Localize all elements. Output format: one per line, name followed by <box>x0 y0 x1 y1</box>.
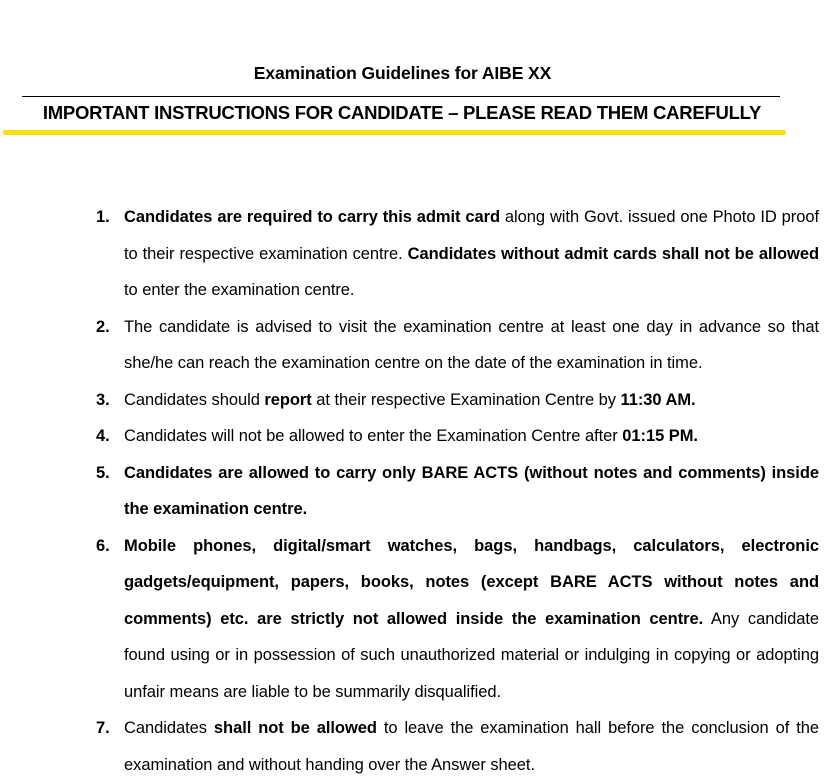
instruction-number: 2. <box>96 317 110 336</box>
instruction-item <box>40 199 837 309</box>
instruction-item <box>40 528 837 711</box>
instruction-item <box>40 455 837 528</box>
instruction-text-plain: Candidates should <box>124 390 265 409</box>
document-subtitle: IMPORTANT INSTRUCTIONS FOR CANDIDATE – PLEASE READ THEM CAREFULLY <box>42 102 762 123</box>
instruction-text <box>124 528 819 711</box>
instruction-number: 3. <box>96 390 110 409</box>
instruction-text <box>124 455 819 528</box>
instruction-number: 1. <box>96 208 110 226</box>
instruction-text-emphasis: Candidates are required to carry this admit card <box>124 208 501 226</box>
instruction-text-plain: Candidates <box>124 719 214 737</box>
instructions-list <box>0 199 837 783</box>
instruction-number: 5. <box>96 463 110 482</box>
instruction-text <box>124 309 819 382</box>
instruction-text-emphasis: Candidates are allowed to carry only BARE ACTS (without notes and comments) inside the examination centre. <box>124 463 819 518</box>
instruction-text-plain: to leave the examination hall before the conclusion of the examination and without handing over the Answer sheet. <box>124 719 819 774</box>
accent-underline-bar <box>3 130 786 135</box>
instruction-text-emphasis: Candidates without admit cards shall not be allowed <box>407 244 819 263</box>
instruction-text <box>124 418 819 455</box>
instruction-text <box>124 710 819 783</box>
instruction-text-emphasis: Mobile phones, digital/smart watches, bags, handbags, calculators, electronic gadgets/equipment, papers, books, notes (except BARE ACTS without notes and comments) etc. are strictly not allowed inside the examination centre. <box>124 536 819 628</box>
instruction-text-emphasis: shall not be allowed <box>213 719 377 737</box>
instruction-item <box>40 710 837 783</box>
instruction-text-plain: Candidates will not be allowed to enter the Examination Centre after <box>124 427 623 445</box>
instruction-text-plain: along with Govt. issued one Photo ID proof to their respective examination centre. <box>124 208 820 263</box>
instruction-text-emphasis: report <box>264 390 312 409</box>
instruction-text-plain: Any candidate found using or in possession of such unauthorized material or indulging in copying or adopting unfair means are liable to be summarily disqualified. <box>124 609 819 701</box>
instruction-text-plain: at their respective Examination Centre by <box>311 390 621 409</box>
instruction-text <box>124 199 819 309</box>
instruction-number: 7. <box>96 719 110 737</box>
instruction-number: 6. <box>96 536 110 555</box>
instruction-item <box>40 309 837 382</box>
header-divider-rule <box>22 96 780 97</box>
instruction-item <box>40 418 837 455</box>
instruction-text-plain: to enter the examination centre. <box>124 281 355 299</box>
instruction-number: 4. <box>96 427 110 445</box>
page-title: Examination Guidelines for AIBE XX <box>253 63 552 83</box>
instruction-text-emphasis: 11:30 AM. <box>620 390 696 409</box>
instruction-text-emphasis: 01:15 PM. <box>622 427 698 445</box>
instruction-text-plain: The candidate is advised to visit the examination centre at least one day in advance so that she/he can reach the examination centre on the date of the examination in time. <box>124 317 819 372</box>
instruction-item <box>40 382 837 419</box>
instruction-text <box>124 382 819 419</box>
